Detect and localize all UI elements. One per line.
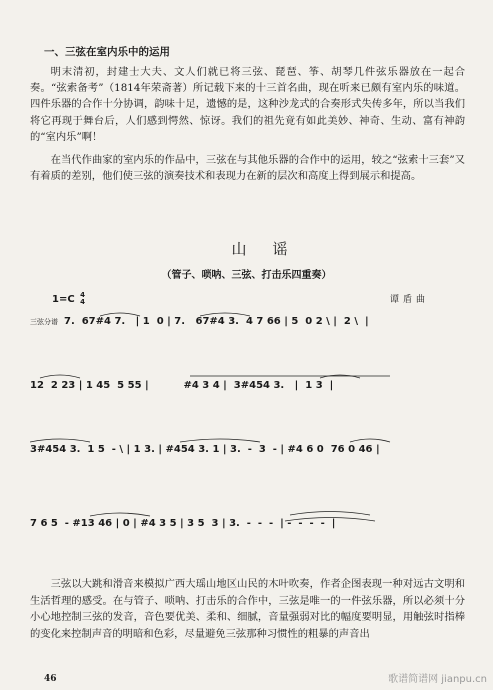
notes-row-1: 7. 67#4 7. | 1 0 | 7. 67#4 3. 4 7 66 | 5 0 2 \ | 2 \ | <box>64 316 369 327</box>
notes-row-2: 12 2 23 | 1 45 5 55 | #4 3 4 | 3#454 3. | 1 3 | <box>30 380 334 391</box>
score-line <box>30 316 369 327</box>
page-number: 46 <box>44 674 57 684</box>
key-label: 1=C <box>52 294 75 305</box>
time-signature <box>80 292 85 306</box>
song-title: 山谣 <box>231 240 314 258</box>
notes-row-4: 7 6 5 - #13 46 | 0 | #4 3 5 | 3 5 3 | 3. - - - | - - - - | <box>30 518 336 529</box>
score-row-4 <box>30 510 465 540</box>
score-row-1 <box>30 308 465 338</box>
score-row-2 <box>30 372 465 402</box>
paragraph-performance: 三弦以大跳和滑音来模拟广西大瑶山地区山民的木叶吹奏，作者企图表现一种对远古文明和生活哲理的感受。在与管子、唢呐、打击乐的合作中，三弦是唯一的一件弦乐器，所以必须十分小心地控制三弦的发音，音色要优美、柔和、细腻，音量强弱对比的幅度要明显，用触弦时指棒的变化来控制声音的明暗和色彩，尽量避免三弦那种习惯性的粗暴的声音出 <box>30 578 465 640</box>
score-row-3 <box>30 436 465 466</box>
part-label: 三弦分谱 <box>30 318 58 326</box>
key-signature <box>52 292 85 306</box>
paragraph-history: 明末清初，封建士大夫、文人们就已将三弦、琵琶、筝、胡琴几件弦乐器放在一起合奏。“弦索备考”（1814年荣斋著）所记载下来的十三首名曲，现在听来已颇有室内乐的味道。四件乐器的合作十分协调，韵味十足，遗憾的是，这种沙龙式的合奏形式失传多年，所以当我们将它再现于舞台后，人们感到愕然、惊讶。我们的祖先竟有如此美妙、神奇、生动、富有神韵的“室内乐”啊！ <box>30 66 465 143</box>
paragraph-contemporary: 在当代作曲家的室内乐的作品中，三弦在与其他乐器的合作中的运用，较之“弦索十三套”又有着质的差别，他们使三弦的演奏技术和表现力在新的层次和高度上得到展示和提高。 <box>30 154 465 183</box>
section-title: 一、三弦在室内乐中的运用 <box>44 46 170 58</box>
song-subtitle: （管子、唢呐、三弦、打击乐四重奏） <box>161 270 332 281</box>
composer: 谭盾曲 <box>390 295 430 305</box>
notes-row-3: 3#454 3. 1 5 - \ | 1 3. | #454 3. 1 | 3. - 3 - | #4 6 0 76 0 46 | <box>30 444 380 455</box>
time-bottom: 4 <box>80 298 86 306</box>
watermark: 歌谱简谱网 jianpu.cn <box>388 674 487 685</box>
time-top: 4 <box>80 291 86 299</box>
